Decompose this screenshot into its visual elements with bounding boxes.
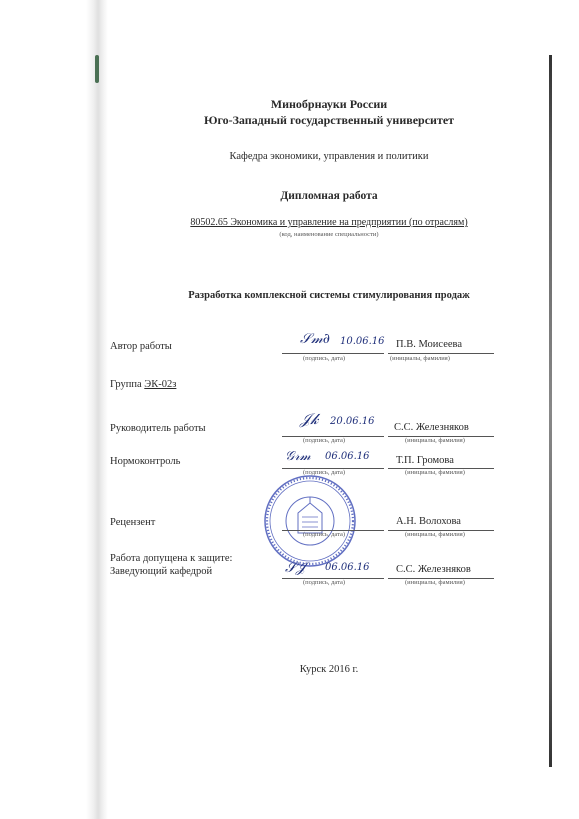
head-signature-caption: (подпись, дата) [303,579,346,586]
reviewer-signature-caption: (подпись, дата) [303,531,346,538]
head-name-caption: (инициалы, фамилия) [405,579,465,586]
supervisor-label: Руководитель работы [110,423,206,434]
author-name-caption: (инициалы, фамилия) [390,355,450,362]
specialty-value: 80502.65 Экономика и управление на предприятии (по отраслям) [190,217,468,228]
supervisor-signature-caption: (подпись, дата) [303,437,346,444]
author-name-line [388,353,494,354]
normcontrol-label: Нормоконтроль [110,456,181,467]
ministry-title: Минобрнауки России [270,97,388,111]
binding-shadow [86,0,108,819]
group-row [110,379,176,390]
author-signature-date: 10.06.16 [340,336,385,347]
author-signature-line [282,353,384,354]
normcontrol-name: Т.П. Громова [396,455,454,466]
thesis-topic: Разработка комплексной системы стимулирования продаж [188,290,470,301]
reviewer-label: Рецензент [110,517,156,528]
document-type: Дипломная работа [280,190,378,202]
head-of-department-name: С.С. Железняков [396,564,471,575]
head-signature-date: 06.06.16 [325,562,370,573]
normcontrol-signature-date: 06.06.16 [325,451,370,462]
normcontrol-signature-caption: (подпись, дата) [303,469,346,476]
university-stamp [262,473,358,569]
author-signature-caption: (подпись, дата) [303,355,346,362]
specialty [110,217,548,228]
author-label: Автор работы [110,341,172,352]
supervisor-signature-date: 20.06.16 [330,416,375,427]
page-edge [549,55,552,767]
university-title: Юго-Западный государственный университет [203,113,455,127]
author-signature: 𝒮𝓂∂ [300,331,330,347]
supervisor-name: С.С. Железняков [394,422,469,433]
reviewer-name-caption: (инициалы, фамилия) [405,531,465,538]
supervisor-name-caption: (инициалы, фамилия) [405,437,465,444]
head-of-department-label: Заведующий кафедрой [110,566,213,577]
city-year: Курск 2016 г. [299,664,359,675]
supervisor-signature: 𝒥𝓀 [300,410,319,428]
reviewer-name: А.Н. Волохова [396,516,461,527]
group-label: Группа [110,379,142,390]
specialty-caption: (код, наименование специальности) [279,231,379,238]
normcontrol-name-caption: (инициалы, фамилия) [405,469,465,476]
binding-mark [95,55,99,83]
author-name: П.В. Моисеева [396,339,462,350]
head-signature: 𝒮𝒥 [285,560,306,576]
admission-line: Работа допущена к защите: [110,553,233,564]
group-value: ЭК-02з [144,379,177,390]
normcontrol-signature: 𝒢𝓇𝓂 [285,449,311,464]
department-name: Кафедра экономики, управления и политики [229,151,429,162]
